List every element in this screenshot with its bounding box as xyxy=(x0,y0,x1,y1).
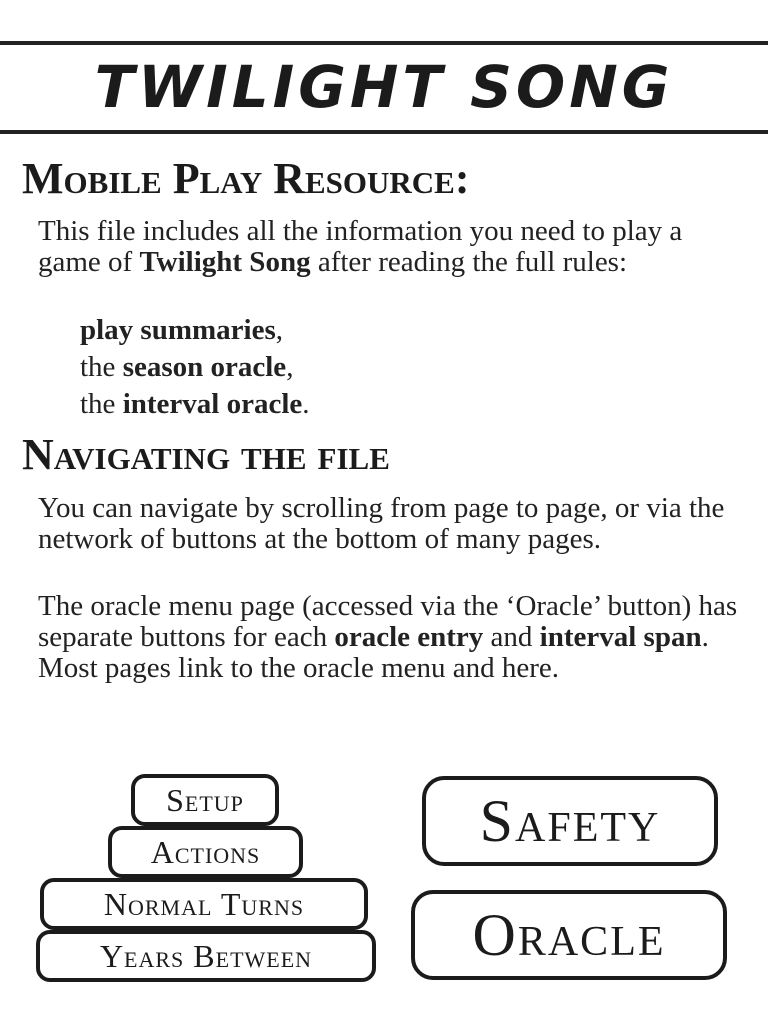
list-item: the season oracle, xyxy=(80,351,294,383)
intro-text-a: This file includes all the information you need to play a game of xyxy=(38,215,683,278)
safety-button[interactable]: Safety xyxy=(422,776,718,866)
years-between-button[interactable]: Years Between xyxy=(36,930,376,982)
intro-paragraph xyxy=(38,216,738,278)
bottom-rule xyxy=(0,130,768,134)
intro-text-b: after reading the full rules: xyxy=(310,246,628,278)
setup-button[interactable]: Setup xyxy=(131,774,279,826)
contents-list xyxy=(80,312,310,423)
navigation-paragraph: You can navigate by scrolling from page to page, or via the network of buttons at the bottom of many pages. xyxy=(38,492,725,555)
heading-navigating-the-file: Navigating the file xyxy=(22,430,390,479)
oracle-button[interactable]: Oracle xyxy=(411,890,727,980)
list-item: play summaries, xyxy=(80,314,283,346)
list-item: the interval oracle. xyxy=(80,388,310,420)
document-title: TWILIGHT SONG xyxy=(94,53,674,121)
normal-turns-button[interactable]: Normal Turns xyxy=(40,878,368,930)
top-rule xyxy=(0,41,768,45)
heading-mobile-play-resource: Mobile Play Resource: xyxy=(22,154,470,203)
intro-game-name: Twilight Song xyxy=(139,246,311,278)
actions-button[interactable]: Actions xyxy=(108,826,303,878)
oracle-menu-paragraph: The oracle menu page (accessed via the ‘Oracle’ button) has separate buttons for each oracle entry and interval span. Most pages link to the oracle menu and here. xyxy=(38,590,738,684)
